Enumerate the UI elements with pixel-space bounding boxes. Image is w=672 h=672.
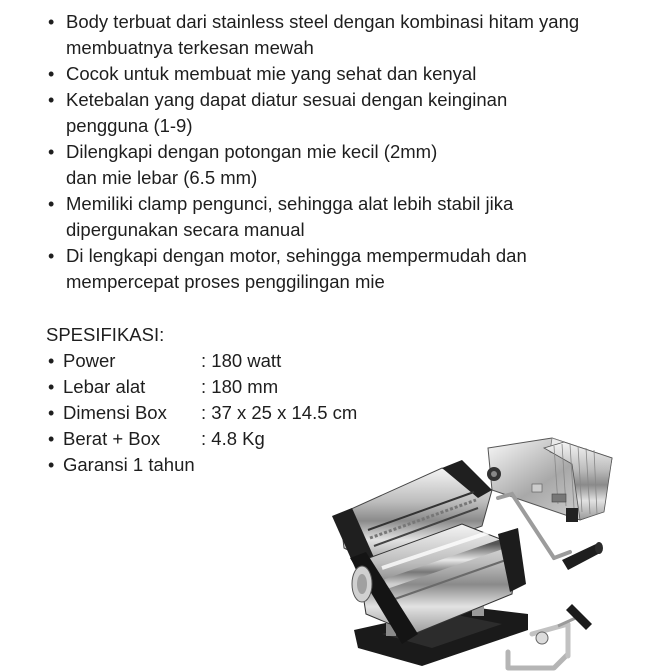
spec-value: : 4.8 Kg <box>201 428 265 449</box>
specification-title: SPESIFIKASI: <box>46 324 165 345</box>
spec-item-width <box>46 374 357 400</box>
bullet-icon: • <box>48 142 55 162</box>
spec-value: : 37 x 25 x 14.5 cm <box>201 402 358 423</box>
spec-label: Power <box>63 350 116 371</box>
feature-item <box>46 87 656 139</box>
feature-text-cont: dipergunakan secara manual <box>66 219 305 240</box>
feature-item <box>46 9 656 61</box>
pasta-maker-image <box>322 434 672 672</box>
feature-text: Dilengkapi dengan potongan mie kecil (2mm) <box>66 141 438 162</box>
spec-label: Garansi 1 tahun <box>63 454 195 475</box>
spec-label: Lebar alat <box>63 376 146 397</box>
feature-text-cont: mempercepat proses penggilingan mie <box>66 271 385 292</box>
spec-item-warranty <box>46 452 357 478</box>
spec-value: : 180 mm <box>201 376 279 397</box>
motor-unit <box>487 438 612 522</box>
specification-list <box>46 348 357 478</box>
feature-item <box>46 191 656 243</box>
bullet-icon: • <box>48 12 55 32</box>
feature-text: Memiliki clamp pengunci, sehingga alat lebih stabil jika <box>66 193 514 214</box>
bullet-icon: • <box>48 429 55 449</box>
bullet-icon: • <box>48 194 55 214</box>
bullet-icon: • <box>48 377 55 397</box>
feature-list <box>46 9 656 295</box>
bullet-icon: • <box>48 455 55 475</box>
spec-label: Berat + Box <box>63 428 161 449</box>
spec-item-power <box>46 348 357 374</box>
bullet-icon: • <box>48 403 55 423</box>
bullet-icon: • <box>48 246 55 266</box>
bullet-icon: • <box>48 64 55 84</box>
spec-label: Dimensi Box <box>63 402 167 423</box>
feature-text: Body terbuat dari stainless steel dengan kombinasi hitam yang <box>66 11 580 32</box>
feature-item <box>46 61 656 87</box>
feature-text: Cocok untuk membuat mie yang sehat dan kenyal <box>66 63 477 84</box>
feature-text: Ketebalan yang dapat diatur sesuai dengan keinginan <box>66 89 508 110</box>
spec-value: : 180 watt <box>201 350 282 371</box>
spec-item-weight <box>46 426 357 452</box>
specification-section <box>46 322 357 478</box>
feature-text-cont: pengguna (1-9) <box>66 115 193 136</box>
feature-text: Di lengkapi dengan motor, sehingga mempermudah dan <box>66 245 527 266</box>
feature-item <box>46 139 656 191</box>
feature-text-cont: membuatnya terkesan mewah <box>66 37 314 58</box>
feature-item <box>46 243 656 295</box>
spec-item-box-dimension <box>46 400 357 426</box>
feature-text-cont: dan mie lebar (6.5 mm) <box>66 167 258 188</box>
bullet-icon: • <box>48 351 55 371</box>
bullet-icon: • <box>48 90 55 110</box>
